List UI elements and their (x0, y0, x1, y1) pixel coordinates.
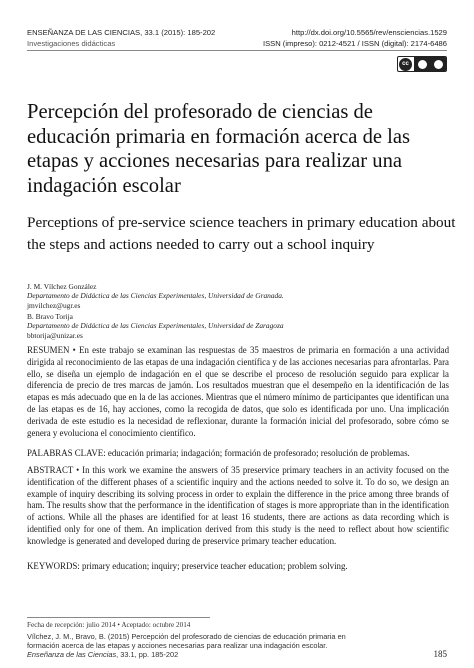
author-name: J. M. Vílchez González (27, 282, 97, 291)
palabras-clave (27, 448, 449, 460)
author-affiliation: Departamento de Didáctica de las Ciencias Experimentales, Universidad de Granada. (27, 291, 284, 301)
resumen-label: RESUMEN • (27, 345, 80, 355)
author-name: B. Bravo Torija (27, 312, 73, 321)
abstract-label: ABSTRACT • (27, 465, 83, 475)
citation-footer (27, 632, 347, 659)
keywords-label: KEYWORDS: (27, 561, 82, 571)
citation-pages: , 33.1, pp. 185-202 (116, 650, 179, 659)
license-conditions-icon (414, 57, 446, 71)
citation-text: Vílchez, J. M., Bravo, B. (2015) Percepción del profesorado de ciencias de educación primaria en formación acerca de las etapas y acciones necesarias para realizar una indagación escolar. (27, 632, 346, 650)
palabras-clave-label: PALABRAS CLAVE: (27, 448, 108, 458)
doi-link[interactable]: http://dx.doi.org/10.5565/rev/ensciencias.1529 (291, 28, 447, 37)
cc-logo: cc (399, 58, 412, 71)
keywords-text: primary education; inquiry; preservice teacher education; problem solving. (81, 561, 348, 571)
header-divider (27, 50, 447, 51)
doi-header (263, 28, 447, 49)
journal-citation: ENSEÑANZA DE LAS CIENCIAS, 33.1 (2015): 185-202 (27, 28, 216, 37)
author-email[interactable]: jmvilchez@ugr.es (27, 300, 81, 310)
received-accepted-dates: Fecha de recepción: julio 2014 • Aceptado: octubre 2014 (27, 621, 191, 629)
author-block (27, 312, 284, 340)
issn-text: ISSN (impreso): 0212-4521 / ISSN (digital): 2174-6486 (262, 38, 447, 48)
creative-commons-icon[interactable] (397, 56, 447, 72)
abstract-text: In this work we examine the answers of 35 preservice primary teachers in an activity focused on the identification of the different phases of a scientific inquiry and the actions needed to solve it. To do so, we design an example of inquiry describing its solving process in order to explain the difference in the price among three brands of ham. The results show that the performance in the identification of stages is more appropriate than in the identification of actions. While all the phases are identified for at least 16 students, there are actions as data recording which is identified only for one of them. An implication derived from this study is the need to reflect about how scientific knowledge is generated and developed during de preservice primary teacher education. (27, 465, 449, 546)
keywords (27, 561, 449, 573)
footer-divider (27, 617, 210, 618)
title-spanish: Percepción del profesorado de ciencias de educación primaria en formación acerca de las etapas y acciones necesarias para realizar una indagación escolar (27, 101, 411, 197)
author-affiliation: Departamento de Didáctica de las Ciencias Experimentales, Universidad de Zaragoza (27, 321, 284, 331)
attribution-icon (418, 60, 427, 69)
resumen-paragraph (27, 345, 449, 439)
author-block (27, 282, 284, 310)
section-label: Investigaciones didácticas (27, 38, 116, 48)
author-email[interactable]: bbtorija@unizar.es (27, 330, 83, 340)
citation-journal: Enseñanza de las Ciencias (27, 650, 117, 659)
palabras-clave-text: educación primaria; indagación; formación de profesorado; resolución de problemas. (107, 448, 410, 458)
journal-header (27, 28, 215, 49)
page-number: 185 (433, 649, 447, 659)
resumen-text: En este trabajo se examinan las respuestas de 35 maestros de primaria en formación a una actividad dirigida al reconocimiento de las etapas de una indagación científica y de las acciones necesarias para afrontarlas. Para ello, se diseña un ejemplo de indagación en el que se describe el proceso de resolución seguido para explicar la diferencia de precio de tres marcas de jamón. Los resultados muestran que el desempeño en la identificación de las etapas es más adecuado que en la de las acciones. Mientras que el número mínimo de participantes que identifican una de las etapas es de 16, hay acciones, como la recogida de datos, que solo es identificada por uno. Una implicación derivada de este estudio es la necesidad de reflexionar, durante la formación inicial del profesorado, sobre cómo se genera y evoluciona el conocimiento científico. (27, 345, 450, 438)
abstract-paragraph (27, 465, 449, 548)
noncommercial-icon (434, 60, 443, 69)
title-english: Perceptions of pre-service science teachers in primary education about the steps and actions needed to carry out a school inquiry (27, 214, 456, 253)
